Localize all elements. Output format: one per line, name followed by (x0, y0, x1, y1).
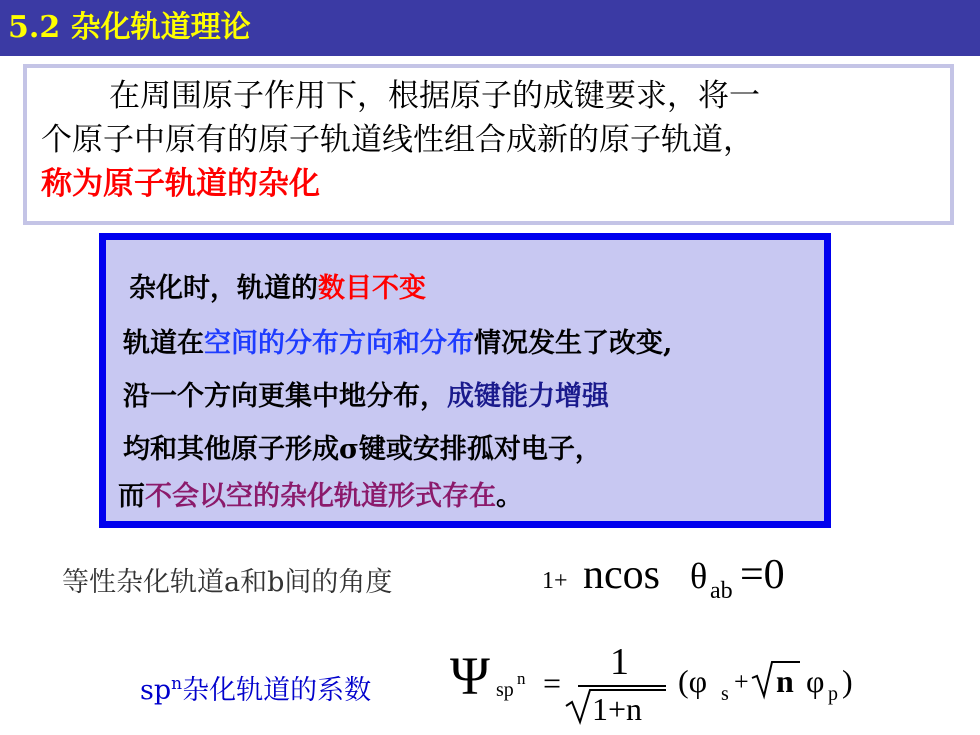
angle-formula-ncos: ncos (583, 552, 660, 598)
property-4: 均和其他原子形成σ键或安排孤对电子， (123, 434, 602, 465)
property-1 (129, 272, 426, 306)
definition-line-1-text: 在周围原子作用下，根据原子的成键要求，将一 (109, 78, 760, 114)
definition-conclusion: 称为原子轨道的杂化 (41, 166, 320, 202)
property-5-text: 而 (118, 481, 145, 512)
coefficient-formula (440, 630, 880, 730)
title-bar (0, 0, 980, 56)
property-5-highlight: 不会以空的杂化轨道形式存在 (145, 481, 496, 512)
psi-superscript: n (517, 669, 526, 688)
properties-box (99, 233, 831, 528)
property-2-tail: 情况发生了改变, (474, 328, 673, 359)
property-3-text: 沿一个方向更集中地分布， (123, 381, 447, 412)
property-3-highlight: 成键能力增强 (447, 381, 609, 412)
psi-subscript: sp (496, 679, 514, 701)
angle-label: 等性杂化轨道a和b间的角度 (62, 567, 393, 598)
angle-formula-theta: θ (690, 556, 708, 596)
coefficient-equals: = (543, 665, 562, 701)
psi-symbol: Ψ (450, 646, 490, 706)
phi-s-open: (φ (678, 663, 708, 699)
phi-p: φ (806, 663, 825, 699)
definition-line-1 (41, 74, 931, 118)
angle-formula (540, 542, 810, 604)
phi-close: ) (842, 663, 853, 699)
property-2-text: 轨道在 (123, 328, 204, 359)
property-2 (123, 327, 672, 361)
coefficient-label (140, 668, 371, 707)
phi-plus: + (734, 667, 749, 696)
definition-box (23, 64, 954, 225)
coefficient-label-sup: n (171, 674, 183, 694)
slide-title: 5.2 杂化轨道理论 (8, 10, 251, 45)
coefficient-label-text: 杂化轨道的系数 (182, 675, 372, 706)
phi-p-subscript: p (828, 683, 838, 705)
angle-formula-equals-zero: =0 (740, 552, 785, 598)
definition-text (41, 74, 931, 206)
property-5-tail: 。 (496, 481, 523, 512)
property-3 (123, 380, 609, 414)
coefficient-label-base: sp (140, 675, 172, 706)
fraction-denominator: 1+n (592, 691, 643, 727)
sqrt-n: n (776, 663, 794, 699)
angle-formula-subscript: ab (710, 578, 733, 604)
property-5 (118, 480, 523, 514)
definition-line-2: 个原子中原有的原子轨道线性组合成新的原子轨道， (41, 122, 754, 158)
property-1-highlight: 数目不变 (318, 273, 426, 304)
property-1-text: 杂化时，轨道的 (129, 273, 318, 304)
angle-formula-one-plus: 1+ (542, 568, 568, 594)
property-2-highlight: 空间的分布方向和分布 (204, 328, 474, 359)
fraction-numerator: 1 (610, 641, 629, 683)
phi-s-subscript: s (721, 683, 729, 705)
